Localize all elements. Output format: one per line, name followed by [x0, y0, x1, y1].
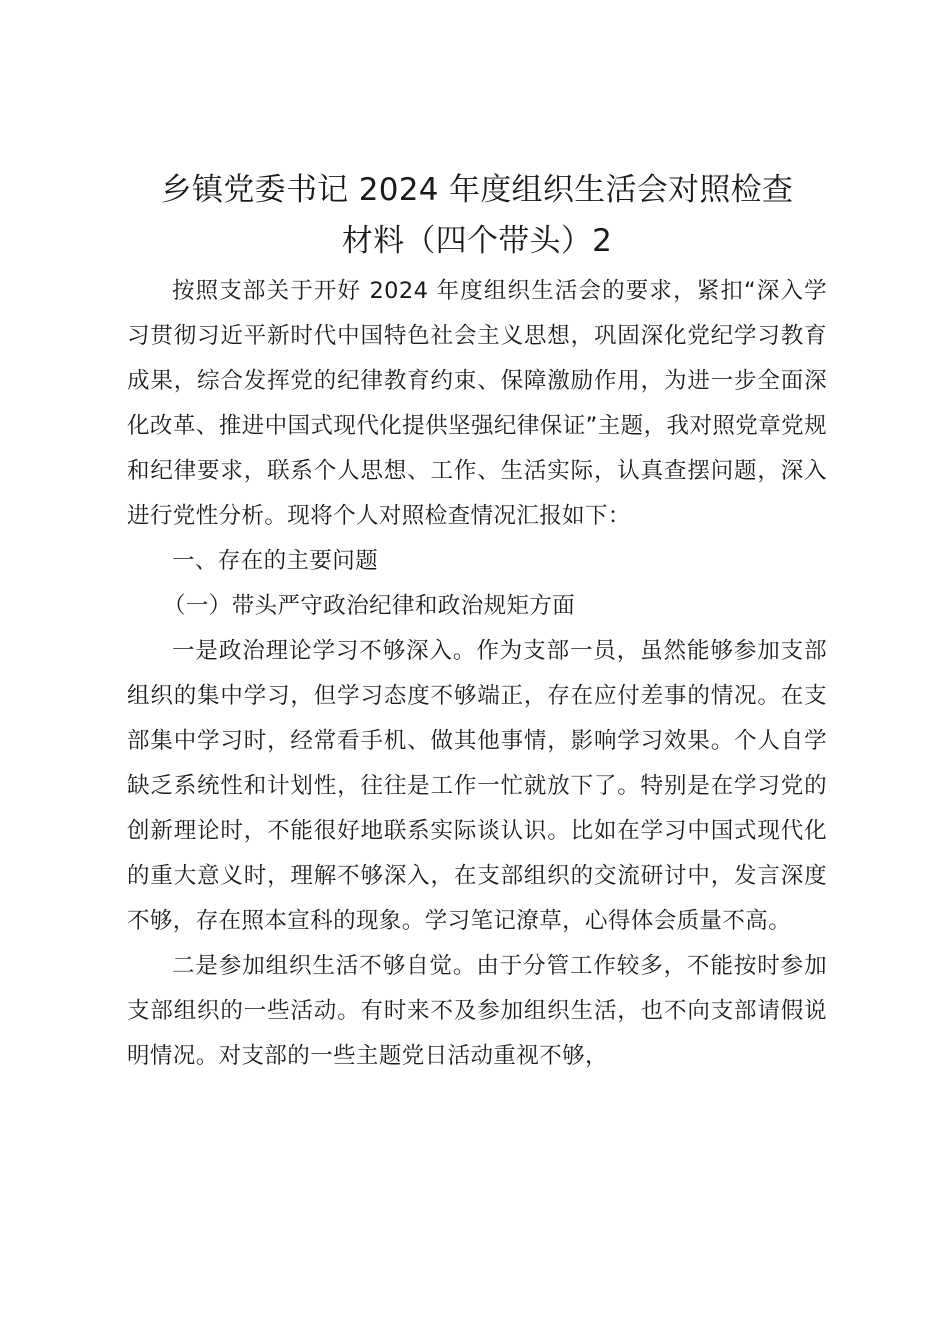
- point-paragraph-2: 二是参加组织生活不够自觉。由于分管工作较多，不能按时参加支部组织的一些活动。有时来不及参加组织生活，也不向支部请假说明情况。对支部的一些主题党日活动重视不够，: [127, 953, 827, 1069]
- document-title: [127, 165, 827, 267]
- intro-paragraph: 按照支部关于开好 2024 年度组织生活会的要求，紧扣“深入学习贯彻习近平新时代中国特色社会主义思想，巩固深化党纪学习教育成果，综合发挥党的纪律教育约束、保障激励作用，为进一步全面深化改革、推进中国式现代化提供坚强纪律保证”主题，我对照党章党规和纪律要求，联系个人思想、工作、生活实际，认真查摆问题，深入进行党性分析。现将个人对照检查情况汇报如下：: [127, 278, 827, 529]
- point-paragraph-1: 一是政治理论学习不够深入。作为支部一员，虽然能够参加支部组织的集中学习，但学习态度不够端正，存在应付差事的情况。在支部集中学习时，经常看手机、做其他事情，影响学习效果。个人自学缺乏系统性和计划性，往往是工作一忙就放下了。特别是在学习党的创新理论时，不能很好地联系实际谈认识。比如在学习中国式现代化的重大意义时，理解不够深入，在支部组织的交流研讨中，发言深度不够，存在照本宣科的现象。学习笔记潦草，心得体会质量不高。: [127, 638, 827, 934]
- title-line-1: 乡镇党委书记 2024 年度组织生活会对照检查: [160, 172, 794, 208]
- title-line-2: 材料（四个带头）2: [341, 223, 613, 259]
- section-heading: 一、存在的主要问题: [172, 548, 379, 574]
- subsection-heading: （一）带头严守政治纪律和政治规矩方面: [163, 593, 576, 619]
- document-page: [127, 165, 827, 1079]
